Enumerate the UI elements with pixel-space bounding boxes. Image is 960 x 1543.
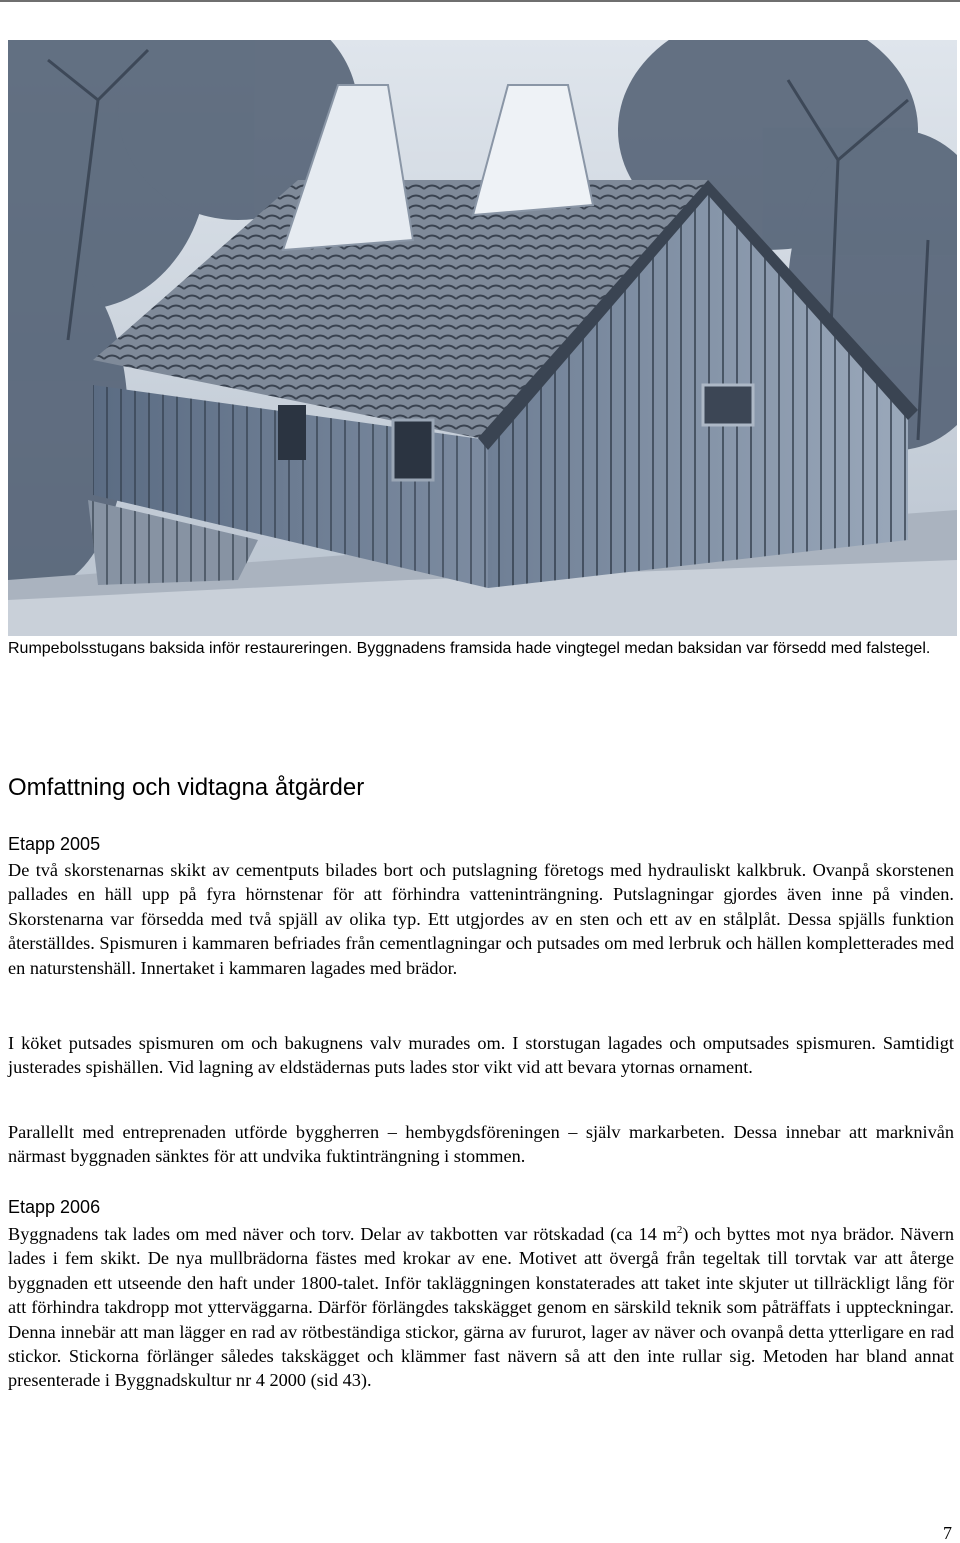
stage-2005-paragraph-1: De två skorstenarnas skikt av cementputs bilades bort och putslagning företogs med hydrauliskt kalkbruk. Ovanpå skorstenen pallades en häll upp på fyra hörnstenar för att förhindra vatteninträngning. Putslagningar gjordes även inne på vinden. Skorstenarna var försedda med två spjäll av olika typ. Ett utgjordes av en sten och ett av en stålplåt. Dessa spjälls funktion återställdes. Spismuren i kammaren befriades från cementlagningar och putsades om med lerbruk och hällen kompletterades med en naturstenshäll. Innertaket i kammaren lagades med brädor. [8,860,954,978]
stage-2006-heading: Etapp 2006 [8,1197,101,1217]
photo-caption: Rumpebolsstugans baksida inför restaureringen. Byggnadens framsida hade vingtegel medan baksidan var försedd med falstegel. [8,640,931,657]
house-illustration [8,40,957,636]
square-metre-superscript: 2 [676,1223,683,1236]
page-number: 7 [943,1523,952,1543]
top-rule [0,0,960,2]
stage-2005-paragraph-2: I köket putsades spismuren om och bakugnens valv murades om. I storstugan lagades och omputsades spismuren. Samtidigt justerades spishällen. Vid lagning av eldstädernas puts lades stor vikt vid att bevara ytornas ornament. [8,1033,954,1078]
stage-2005-heading: Etapp 2005 [8,834,101,854]
stage-2005-paragraph-3: Parallellt med entreprenaden utförde byggherren – hembygdsföreningen – själv markarbeten. Dessa innebar att marknivån närmast byggnaden sänktes för att undvika fuktinträngning i stommen. [8,1122,954,1167]
stage-2006-paragraph-1 [8,1222,954,1393]
stage-2006-paragraph-1-end: ) och byttes mot nya brädor. Nävern lades i fem skikt. De nya mullbrädorna fästes med krokar av ene. Motivet att övergå från tegeltak till torvtak var att återge byggnaden ett utseende den haft under 1800-talet. Inför takläggningen konstaterades att taket inte skjuter ut tillräckligt lång för att förhindra takdropp mot ytterväggarna. Därför förlängdes takskägget genom en särskild teknik som påträffats i uppteckningar. Denna innebär att man lägger en rad av rötbeständiga stickor, gärna av fururot, lager av näver och ovanpå detta ytterligare en rad stickor. Stickorna förlänger således takskägget och klämmer fast nävern så att den inte rullar sig. Metoden har bland annat presenterade i Byggnadskultur nr 4 2000 (sid 43). [8,1224,954,1391]
stage-2006-paragraph-1-start: Byggnadens tak lades om med näver och torv. Delar av takbotten var rötskadad (ca 14 m [8,1224,677,1244]
house-photo [8,40,957,636]
section-title: Omfattning och vidtagna åtgärder [8,774,365,801]
